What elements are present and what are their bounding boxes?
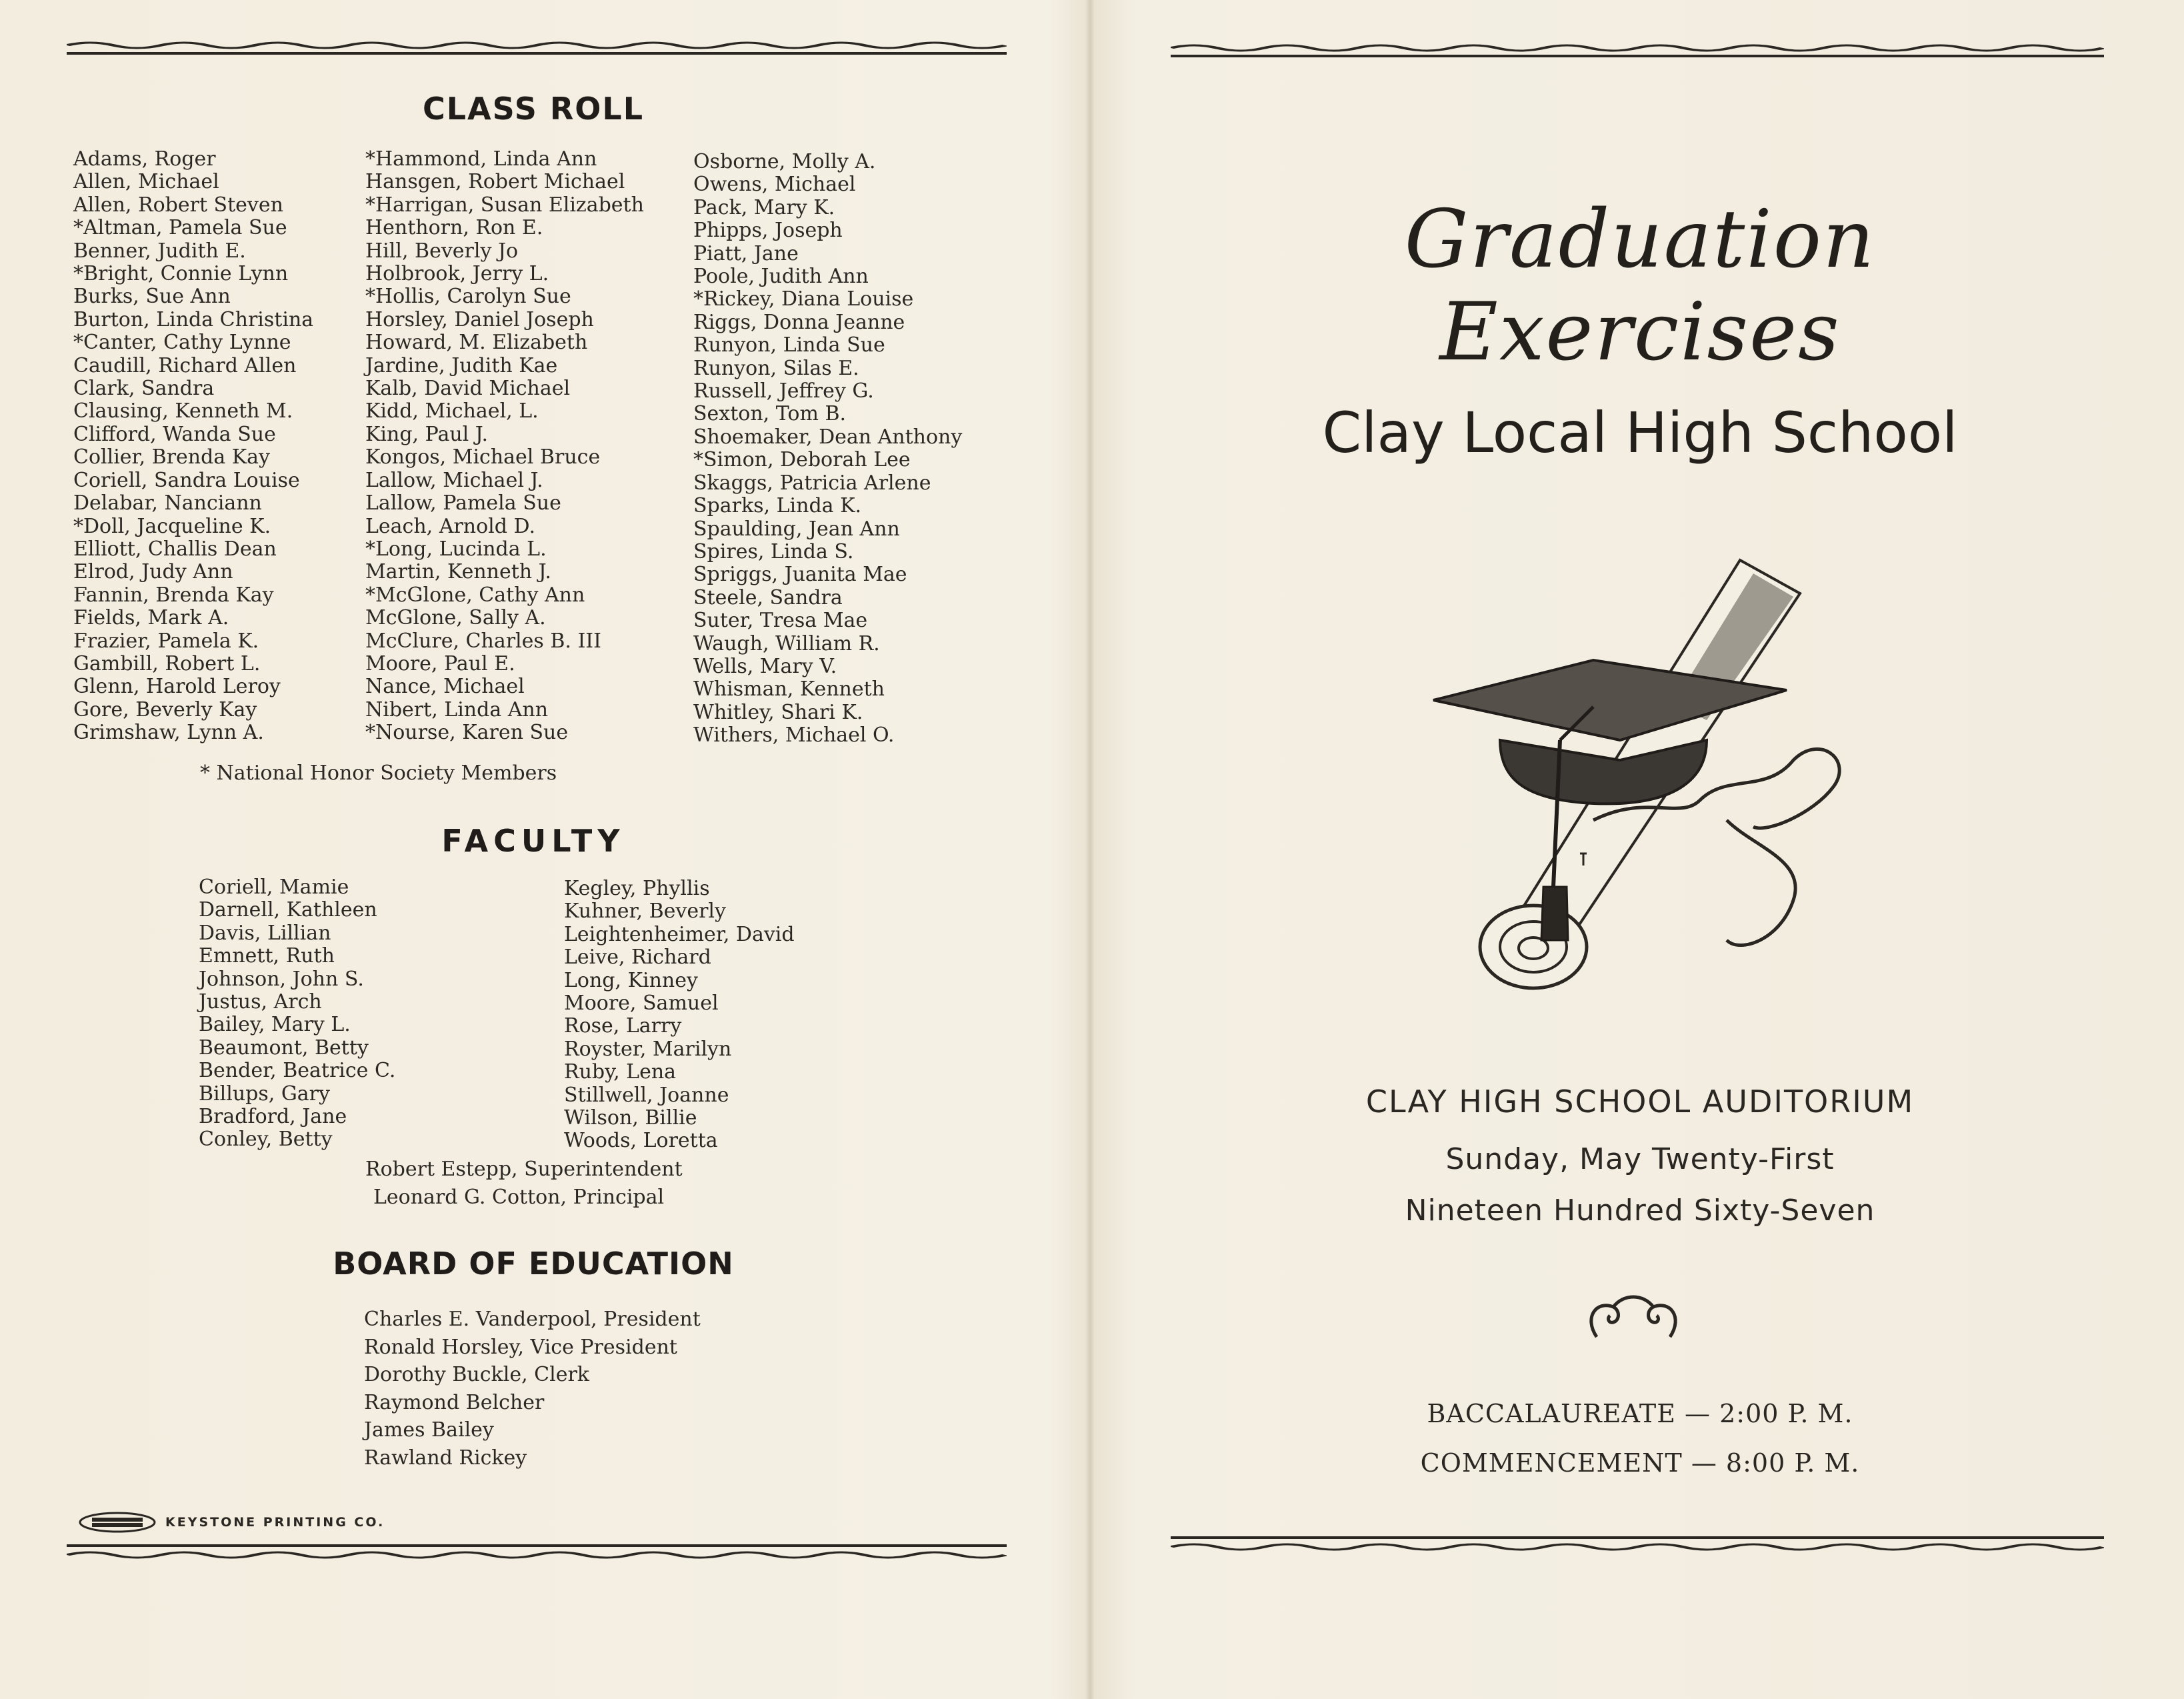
class-roll-name: Wells, Mary V. [693, 654, 837, 678]
class-roll-name: Riggs, Donna Jeanne [693, 310, 905, 334]
class-roll-name: Waugh, William R. [693, 631, 880, 655]
left-panel [0, 0, 1080, 1699]
commencement-time: COMMENCEMENT — 8:00 P. M. [1420, 1448, 1860, 1478]
baccalaureate-time: BACCALAUREATE — 2:00 P. M. [1427, 1399, 1853, 1428]
class-roll-name: Owens, Michael [693, 173, 856, 197]
faculty-name: Long, Kinney [564, 968, 698, 992]
class-roll-name: Burks, Sue Ann [73, 285, 231, 309]
class-roll-name: Nibert, Linda Ann [365, 697, 549, 721]
printer-credit [79, 1510, 385, 1535]
class-roll-name: Allen, Michael [73, 170, 219, 194]
class-roll-name: King, Paul J. [365, 422, 489, 446]
class-roll-name: *Canter, Cathy Lynne [73, 331, 291, 355]
faculty-heading: FACULTY [441, 823, 625, 859]
faculty-name: Rose, Larry [564, 1014, 682, 1038]
class-roll-name: Fields, Mark A. [73, 606, 229, 630]
class-roll-name: Elrod, Judy Ann [73, 560, 233, 584]
class-roll-name: Spaulding, Jean Ann [693, 517, 900, 541]
class-roll-name: Phipps, Joseph [693, 219, 843, 243]
board-heading: BOARD OF EDUCATION [333, 1246, 734, 1282]
class-roll-name: Leach, Arnold D. [365, 514, 535, 538]
class-roll-name: Nance, Michael [365, 675, 525, 699]
class-roll-name: Sexton, Tom B. [693, 402, 847, 426]
class-roll-name: Poole, Judith Ann [693, 265, 869, 289]
class-roll-name: *Altman, Pamela Sue [73, 216, 287, 240]
class-roll-name: Steele, Sandra [693, 585, 843, 609]
class-roll-name: Martin, Kenneth J. [365, 560, 551, 584]
class-roll-name: *Doll, Jacqueline K. [73, 514, 271, 538]
class-roll-name: Benner, Judith E. [73, 239, 246, 263]
class-roll-name: Withers, Michael O. [693, 723, 895, 747]
faculty-name: Leightenheimer, David [564, 922, 795, 946]
class-roll-name: Kalb, David Michael [365, 377, 571, 401]
class-roll-name: Lallow, Pamela Sue [365, 491, 561, 515]
class-roll-name: Jardine, Judith Kae [365, 353, 558, 377]
faculty-name: Davis, Lillian [199, 921, 331, 945]
faculty-name: Billups, Gary [199, 1082, 330, 1106]
class-roll-name: Gore, Beverly Kay [73, 697, 257, 721]
class-roll-name: Suter, Tresa Mae [693, 609, 868, 633]
class-roll-column-3 [693, 151, 962, 747]
class-roll-column-1 [73, 148, 313, 745]
faculty-name: Bender, Beatrice C. [199, 1059, 396, 1083]
class-roll-name: Fannin, Brenda Kay [73, 583, 274, 607]
class-roll-name: Osborne, Molly A. [693, 150, 876, 173]
class-roll-name: Runyon, Linda Sue [693, 333, 885, 357]
board-member: Raymond Belcher [364, 1390, 545, 1414]
class-roll-name: Burton, Linda Christina [73, 307, 314, 331]
printer-name: KEYSTONE PRINTING CO. [165, 1515, 385, 1530]
class-roll-name: Holbrook, Jerry L. [365, 262, 549, 286]
class-roll-name: Kongos, Michael Bruce [365, 445, 601, 469]
class-roll-name: Coriell, Sandra Louise [73, 468, 300, 492]
board-member: James Bailey [364, 1418, 494, 1442]
faculty-name: Kuhner, Beverly [564, 900, 726, 924]
class-roll-name: Grimshaw, Lynn A. [73, 721, 264, 745]
class-roll-name: Moore, Paul E. [365, 651, 515, 675]
board-member: Ronald Horsley, Vice President [364, 1335, 677, 1359]
class-roll-name: *Long, Lucinda L. [365, 537, 547, 561]
faculty-name: Royster, Marilyn [564, 1037, 732, 1061]
class-roll-name: Clausing, Kenneth M. [73, 399, 293, 423]
class-roll-name: Lallow, Michael J. [365, 468, 543, 492]
class-roll-name: Whitley, Shari K. [693, 700, 863, 724]
faculty-name: Darnell, Kathleen [199, 898, 377, 922]
board-member: Dorothy Buckle, Clerk [364, 1363, 589, 1386]
faculty-name: Moore, Samuel [564, 992, 719, 1016]
class-roll-name: *Hollis, Carolyn Sue [365, 285, 571, 309]
principal-line: Leonard G. Cotton, Principal [373, 1186, 665, 1209]
faculty-column-2 [564, 878, 795, 1153]
class-roll-name: *Simon, Deborah Lee [693, 448, 911, 472]
date-line-2: Nineteen Hundred Sixty-Seven [1405, 1194, 1875, 1228]
faculty-name: Leive, Richard [564, 946, 711, 970]
faculty-name: Bradford, Jane [199, 1105, 347, 1129]
faculty-name: Wilson, Billie [564, 1106, 697, 1130]
board-list [364, 1306, 701, 1472]
class-roll-name: Henthorn, Ron E. [365, 216, 543, 240]
class-roll-name: Spires, Linda S. [693, 539, 854, 563]
printer-logo-icon [79, 1510, 156, 1535]
faculty-name: Bailey, Mary L. [199, 1013, 351, 1037]
superintendent-line: Robert Estepp, Superintendent [365, 1158, 683, 1181]
class-roll-name: Spriggs, Juanita Mae [693, 563, 907, 587]
faculty-name: Johnson, John S. [199, 967, 364, 991]
class-roll-heading: CLASS ROLL [422, 91, 645, 127]
class-roll-name: Clark, Sandra [73, 377, 215, 401]
class-roll-name: Kidd, Michael, L. [365, 399, 539, 423]
class-roll-name: Russell, Jeffrey G. [693, 379, 874, 403]
class-roll-name: Gambill, Robert L. [73, 651, 261, 675]
bottom-border-left [67, 1542, 1007, 1559]
class-roll-name: Hill, Beverly Jo [365, 239, 519, 263]
graduation-cap-icon [1393, 540, 1900, 1007]
top-border-left [67, 39, 1007, 56]
class-roll-name: Pack, Mary K. [693, 195, 835, 219]
class-roll-name: Caudill, Richard Allen [73, 353, 297, 377]
class-roll-name: Skaggs, Patricia Arlene [693, 471, 931, 495]
board-member: Charles E. Vanderpool, President [364, 1308, 701, 1331]
scroll-ornament-icon [1583, 1290, 1683, 1344]
program-title: Graduation Exercises [1404, 193, 1876, 379]
class-roll-name: Horsley, Daniel Joseph [365, 307, 594, 331]
class-roll-column-2 [365, 148, 644, 745]
class-roll-name: McGlone, Sally A. [365, 606, 546, 630]
class-roll-name: Runyon, Silas E. [693, 356, 859, 380]
class-roll-name: *Nourse, Karen Sue [365, 721, 569, 745]
faculty-column-1 [199, 876, 395, 1152]
faculty-name: Conley, Betty [199, 1128, 333, 1152]
class-roll-name: *Rickey, Diana Louise [693, 287, 914, 311]
date-line-1: Sunday, May Twenty-First [1445, 1142, 1835, 1176]
class-roll-name: Shoemaker, Dean Anthony [693, 425, 963, 449]
faculty-name: Kegley, Phyllis [564, 877, 710, 900]
faculty-name: Emnett, Ruth [199, 944, 335, 968]
venue: CLAY HIGH SCHOOL AUDITORIUM [1365, 1084, 1915, 1120]
faculty-name: Ruby, Lena [564, 1060, 677, 1084]
class-roll-name: *Hammond, Linda Ann [365, 147, 597, 171]
faculty-name: Stillwell, Joanne [564, 1083, 729, 1107]
board-member: Rawland Rickey [364, 1446, 527, 1470]
class-roll-name: Adams, Roger [73, 147, 216, 171]
class-roll-name: Whisman, Kenneth [693, 677, 885, 701]
class-roll-name: Delabar, Nanciann [73, 491, 262, 515]
class-roll-name: Sparks, Linda K. [693, 494, 862, 518]
top-border-right [1171, 41, 2104, 59]
faculty-name: Beaumont, Betty [199, 1036, 369, 1060]
bottom-border-right [1171, 1534, 2104, 1551]
class-roll-name: Clifford, Wanda Sue [73, 422, 276, 446]
class-roll-name: Elliott, Challis Dean [73, 537, 277, 561]
class-roll-name: Allen, Robert Steven [73, 193, 283, 217]
class-roll-name: *Harrigan, Susan Elizabeth [365, 193, 644, 217]
class-roll-name: Frazier, Pamela K. [73, 629, 259, 653]
class-roll-name: McClure, Charles B. III [365, 629, 602, 653]
school-name: Clay Local High School [1322, 400, 1958, 465]
faculty-name: Woods, Loretta [564, 1129, 718, 1153]
faculty-name: Justus, Arch [199, 990, 322, 1014]
class-roll-name: Hansgen, Robert Michael [365, 170, 625, 194]
class-roll-name: *McGlone, Cathy Ann [365, 583, 585, 607]
class-roll-name: Piatt, Jane [693, 241, 799, 265]
class-roll-name: Collier, Brenda Kay [73, 445, 271, 469]
class-roll-name: *Bright, Connie Lynn [73, 262, 289, 286]
faculty-name: Coriell, Mamie [199, 876, 349, 899]
class-roll-name: Howard, M. Elizabeth [365, 331, 588, 355]
honor-society-note: * National Honor Society Members [200, 761, 557, 785]
class-roll-name: Glenn, Harold Leroy [73, 675, 281, 699]
